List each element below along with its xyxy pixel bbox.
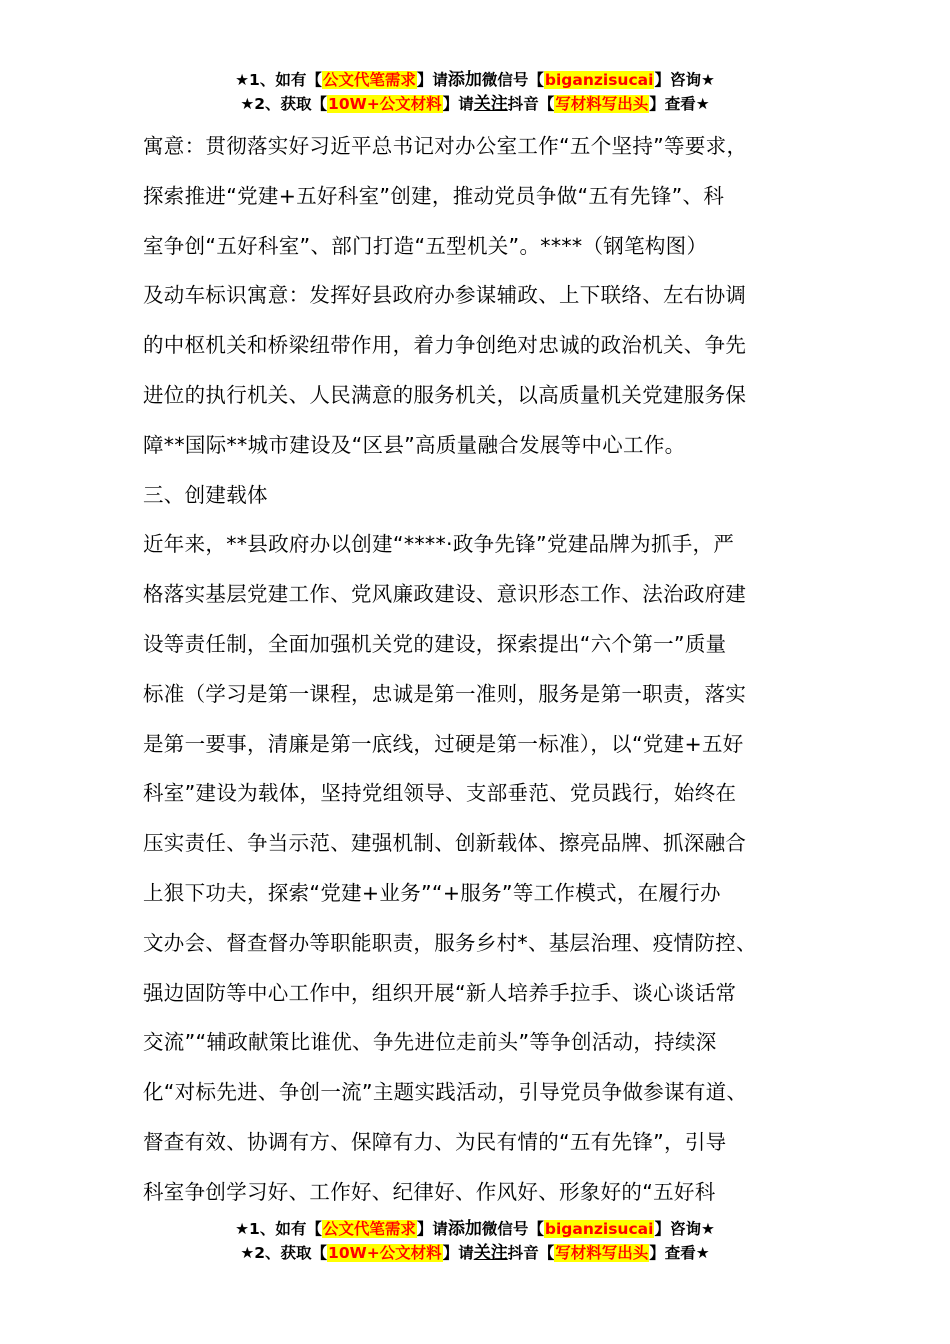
body-line: 科室争创学习好、工作好、纪律好、作风好、形象好的“五好科: [143, 1179, 716, 1204]
body-line: 近年来，**县政府办以创建“****·政争先锋”党建品牌为抓手，严: [143, 532, 735, 557]
banner-line-2: [0, 92, 950, 116]
banner-emphasis: 添加: [447, 1219, 482, 1239]
body-line: 标准（学习是第一课程，忠诚是第一准则，服务是第一职责，落实: [143, 681, 747, 706]
body-line: 强边固防等中心工作中，组织开展“新人培养手拉手、谈心谈话常: [143, 980, 737, 1005]
banner-emphasis: 添加: [447, 70, 482, 90]
body-line: 压实责任、争当示范、建强机制、创新载体、擦亮品牌、抓深融合: [143, 831, 747, 856]
banner-text: 】查看★: [649, 95, 710, 113]
body-line: 探索推进“党建+五好科室”创建，推动党员争做“五有先锋”、科: [143, 183, 725, 208]
body-line: 障**国际**城市建设及“区县”高质量融合发展等中心工作。: [143, 432, 686, 457]
banner-highlight: 公文代笔需求: [322, 71, 416, 89]
body-line: 的中枢机关和桥梁纽带作用，着力争创绝对忠诚的政治机关、争先: [143, 333, 747, 358]
banner-text: 】请: [416, 71, 448, 89]
body-line: 是第一要事，清廉是第一底线，过硬是第一标准），以“党建+五好: [143, 731, 744, 756]
banner-emphasis: 关注: [473, 1243, 508, 1263]
body-line: 交流”“辅政献策比谁优、争先进位走前头”等争创活动，持续深: [143, 1030, 717, 1055]
body-line: 化“对标先进、争创一流”主题实践活动，引导党员争做参谋有道、: [143, 1080, 748, 1105]
body-line: 格落实基层党建工作、党风廉政建设、意识形态工作、法治政府建: [143, 582, 747, 607]
banner-wechat-id: biganzisucai: [544, 1220, 654, 1238]
banner-douyin-id: 写材料写出头: [555, 95, 649, 113]
banner-line-1: [0, 1217, 950, 1241]
banner-text: ★1、如有【: [235, 71, 322, 89]
banner-text: 】请: [442, 95, 474, 113]
footer-banner: [0, 1217, 950, 1265]
banner-line-1: [0, 68, 950, 92]
banner-text: 】查看★: [649, 1244, 710, 1262]
header-banner: [0, 68, 950, 116]
banner-wechat-id: biganzisucai: [544, 71, 654, 89]
banner-text: ★1、如有【: [235, 1220, 322, 1238]
banner-text: 抖音【: [507, 95, 555, 113]
body-line: 上狠下功夫，探索“党建+业务”“+服务”等工作模式，在履行办: [143, 880, 721, 905]
banner-text: 微信号【: [481, 1220, 544, 1238]
section-heading: 三、创建载体: [143, 482, 268, 507]
body-line: 进位的执行机关、人民满意的服务机关，以高质量机关党建服务保: [143, 382, 747, 407]
banner-highlight: 10W+公文材料: [328, 1244, 442, 1262]
banner-line-2: [0, 1241, 950, 1265]
body-line: 设等责任制，全面加强机关党的建设，探索提出“六个第一”质量: [143, 631, 727, 656]
banner-emphasis: 关注: [473, 94, 508, 114]
banner-text: 】咨询★: [654, 1220, 715, 1238]
document-body: [143, 122, 825, 1218]
banner-highlight: 10W+公文材料: [328, 95, 442, 113]
banner-highlight: 公文代笔需求: [322, 1220, 416, 1238]
body-line: 文办会、督查督办等职能职责，服务乡村*、基层治理、疫情防控、: [143, 930, 757, 955]
banner-text: 抖音【: [507, 1244, 555, 1262]
banner-text: 】请: [416, 1220, 448, 1238]
body-line: 科室”建设为载体，坚持党组领导、支部垂范、党员践行，始终在: [143, 781, 737, 806]
banner-douyin-id: 写材料写出头: [555, 1244, 649, 1262]
body-line: 督查有效、协调有方、保障有力、为民有情的“五有先锋”，引导: [143, 1129, 727, 1154]
banner-text: 】请: [442, 1244, 474, 1262]
banner-text: ★2、获取【: [240, 95, 328, 113]
banner-text: 微信号【: [481, 71, 544, 89]
body-line: 及动车标识寓意：发挥好县政府办参谋辅政、上下联络、左右协调: [143, 283, 747, 308]
banner-text: ★2、获取【: [240, 1244, 328, 1262]
body-line: 室争创“五好科室”、部门打造“五型机关”。****（钢笔构图）: [143, 233, 708, 258]
banner-text: 】咨询★: [654, 71, 715, 89]
body-line: 寓意：贯彻落实好习近平总书记对办公室工作“五个坚持”等要求，: [143, 134, 748, 158]
